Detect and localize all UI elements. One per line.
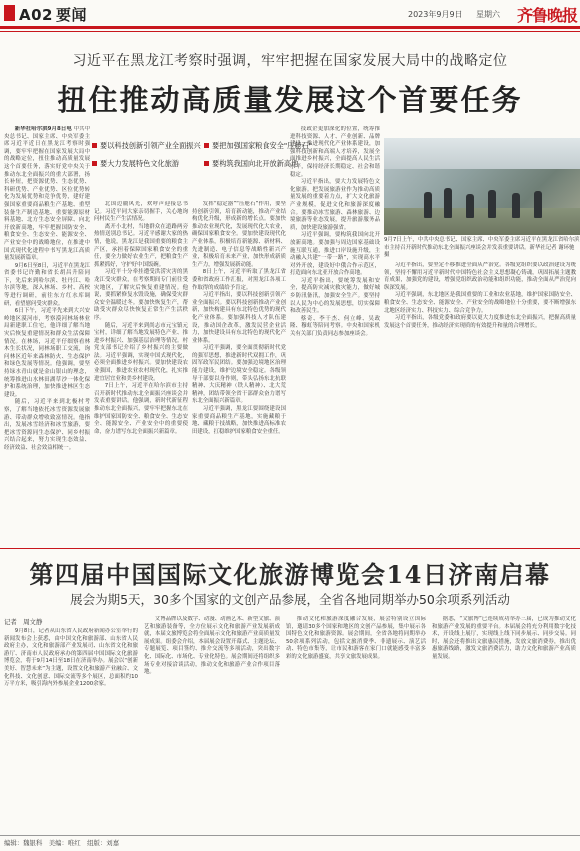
page-footer: 编辑：魏银科 美编：唯红 组版：刘嘉: [4, 839, 120, 847]
body-paragraph: 9月6日至8日，习近平在黑龙江省委书记许勤和省长胡昌升陪同下，先后来到哈尔滨、牡丹江、哈尔滨等地，深入林场、乡村、高校等进行调研，前往东方红水库调研，看望慰问受灾群众。: [4, 262, 90, 307]
body-paragraph: 习近平指出，要坚定不移推进全面从严治党。各级党组织要以政治建设为统领，坚持不懈用习近平新时代中国特色社会主义思想凝心铸魂，巩固拓展主题教育成果，加强党的建设，增强党组织政治功能和组织功能，推动全面从严治党向纵深发展。: [384, 262, 576, 291]
lead-paragraph: 新华社哈尔滨9月8日电 中共中央总书记、国家主席、中央军委主席习近平近日在黑龙江考察时强调，要牢牢把握在国家发展大局中的战略定位，扭住推动高质量发展这个首要任务，落实好党中央关于推动东北全面振兴的重大部署，扬长补短，把资源优势、生态优势、科研优势、产业优势、区位优势转化为发展优势和竞争优势，建好建强国家重要商品粮生产基地、重型装备生产制造基地、重要能源原材料基地、北方生态安全屏障、向北开放新高地，牢牢把握国防安全、粮食安全、生态安全、能源安全、产业安全中的战略地位，在推进中国式现代化进程中书写黑龙江高质量发展新篇章。: [4, 126, 90, 262]
story2-column-3: [286, 616, 426, 832]
header-rule: [0, 26, 580, 29]
story2-column-4: [432, 616, 576, 832]
body-paragraph: 习近平指出，要大力发展特色文化旅游。把发展旅游业作为推动高质量发展的重要着力点，扩大文化旅游产业规模，促进文化和旅游深度融合。要推动冰雪旅游、森林旅游、边境旅游等业态发展，提升旅游服务品质，加快建设旅游强省。: [290, 179, 380, 231]
body-paragraph: 9月8日，记者从山东省人民政府新闻办公室举行的新闻发布会上获悉，由中国文化和旅游部、山东省人民政府主办，文化和旅游部产业发展司、山东省文化和旅游厅、济南市人民政府承办的第四届中国国际文化旅游博览会，将于9月14日至18日在济南举办。展会以“创新美好、智慧未来”为主题，设置文化和旅游产业融合、文化科技、文化创意、国际交流等多个展区，总面积约10万平方米，吸引海内外参展企业1200余家。: [4, 628, 138, 688]
section-code: A02: [19, 6, 53, 24]
paper-logo: 齐鲁晚报: [517, 6, 578, 25]
highlight-item: 要以科技创新引领产业全面振兴: [92, 141, 201, 151]
story2-headline: 第四届中国国际文化旅游博览会14日济南启幕: [29, 560, 551, 589]
body-paragraph: 习近平强调，东北地区是我国重要的工业和农业基地，维护国家国防安全、粮食安全、生态安全、能源安全、产业安全的战略地位十分重要，要不断增强东北地区经济实力、科技实力、综合竞争力。: [384, 292, 576, 314]
bullet-square-icon: [92, 161, 97, 166]
highlight-box: [92, 139, 313, 197]
story1-column-1: [4, 126, 90, 544]
body-paragraph: 习近平指出，各级党委和政府要以更大力度推进东北全面振兴，把握高质量发展这个首要任务，推动经济实现质的有效提升和量的合理增长。: [384, 315, 576, 329]
story-divider: [0, 548, 580, 549]
body-paragraph: 文博品牌以及数字、动漫、动画艺术、新型文旅、演艺和旅游装备等，全方位展示文化和旅游产业发展新成就，本届文旅博览会将全面展示文化和旅游产业高质量发展成果。组委会介绍，本届展会设置开幕式、主题论坛、专题展览、项目签约、推介交流等多项活动，突出数字化、国际化、市场化、专业化特色。展会期间还将组织多场专业对接洽谈活动，推动文化和旅游产业合作项目落地。: [144, 616, 280, 676]
highlight-item: 要构筑我国向北开放新高地: [204, 159, 298, 169]
body-paragraph: 6日下午，习近平先来到大兴安岭地区漠河市，考察漠河林场林业局新建职工住宅，他详细了解当地灾后恢复重建情况和群众生活保障情况。在林场，习近平仔细察看林木生长状况，同林场职工交流，询问林区近年来森林防火、生态保护和绿色发展等情况。他强调，要坚持绿水青山就是金山银山的理念，统筹推进山水林田湖草沙一体化保护和系统治理，加快推进林区生态建设。: [4, 308, 90, 398]
story1-column-4: [290, 126, 380, 544]
highlight-item: 要把加强国家粮食安全"压舱石": [204, 141, 312, 151]
body-paragraph: 7日上午，习近平在哈尔滨市主持召开新时代推动东北全面振兴座谈会并发表重要讲话。他强调，新时代新征程推动东北全面振兴，要牢牢把握东北在维护国家国防安全、粮食安全、生态安全、能源安全、产业安全中的重要使命，奋力谱写东北全面振兴新篇章。: [94, 383, 188, 435]
body-paragraph: 离开小北村，当地群众在道路两旁热情送别总书记。习近平感谢大家的热情，他说，黑龙江是我国重要的粮食主产区，承担着保障国家粮食安全的重任，要全力做好农业生产，把粮食生产抓紧抓好，守护好中国饭碗。: [94, 223, 188, 268]
body-paragraph: 蔡奇、李干杰、何立峰、吴政隆、穆虹等陪同考察。中央和国家机关有关部门负责同志参加座谈会。: [290, 315, 380, 338]
story1-kicker: 习近平在黑龙江考察时强调，牢牢把握在国家发展大局中的战略定位: [72, 53, 508, 69]
body-paragraph: 随后，习近平来到尚志市元宝镇元宝村，详细了解当地发展特色产业、推进乡村振兴、加强基层治理等情况。村党支部书记介绍了乡村振兴的主要做法。习近平强调，实现中国式现代化，必须全面推进乡村振兴。要加快建设农业强国，推进农业农村现代化，扎实推进宜居宜业和美乡村建设。: [94, 322, 188, 382]
bullet-square-icon: [204, 161, 209, 166]
photo-figure: [488, 190, 496, 218]
body-paragraph: 习近平十分牵挂遭受洪涝灾害的黑龙江受灾群众，在考察期间专门前往受灾地区，了解灾后恢复重建情况。他说，要抓紧修复水毁设施，确保受灾群众安全温暖过冬。要加快恢复生产，帮助受灾群众尽快恢复正常生产生活秩序。: [94, 269, 188, 321]
story2-column-2: [144, 616, 280, 832]
body-paragraph: 据悉，“文旅博”已连续成功举办三届，已成为推动文化和旅游产业发展的重要平台。本届展会将充分利用数字化技术，开设线上展厅，实现线上线下同步展示、同步交易。同时，展会还将推出文旅惠民措施，发放文旅消费券，推出优惠旅游线路，激发文旅消费活力，助力文化和旅游产业高质量发展。: [432, 616, 576, 660]
dateline: 新华社哈尔滨9月8日电: [14, 126, 72, 132]
issue-weekday: 星期六: [476, 10, 500, 19]
body-paragraph: 习近平强调，要构筑我国向北开放新高地。要加强与周边国家基础设施互联互通，推进口岸设施升级，主动融入共建“一带一路”，实现高水平对外开放，建设好中俄合作示范区，打造面向东北亚开放合作高地。: [290, 232, 380, 277]
body-paragraph: 习近平强调，黑龙江要围绕建设国家重要商品粮生产基地，实施藏粮于地、藏粮于技战略，加快推进高标准农田建设，扛稳维护国家粮食安全重任。: [192, 406, 286, 435]
bullet-square-icon: [204, 143, 209, 148]
body-paragraph: 8日上午，习近平听取了黑龙江省委和省政府工作汇报，对黑龙江各项工作取得的成绩给予肯定。: [192, 269, 286, 291]
body-paragraph: 习近平指出，要统筹发展和安全，提高防灾减灾救灾能力，做好城乡防汛备汛，加强安全生产。要坚持以人民为中心的发展思想，切实保障和改善民生。: [290, 277, 380, 315]
body-paragraph: 技政企更加深化的位置，统筹推进科技资源、人才、产业创新、品牌建设、推进现代化产业体系建设，加强科技创新和高端人才培养，发展全面推进乡村振兴，全面提高人民生活水平，保持经济长期稳定、社会和谐稳定。: [290, 126, 380, 178]
header-rule-thin: [0, 31, 580, 32]
body-paragraph: 发挥“稳定器”“压舱石”作用，要坚持创新引领，培育新动能，推动产业结构优化升级，形成新的增长点。要加快推动农业现代化，发展现代化大农业，确保国家粮食安全。要加快建设现代化产业体系，积极培育新能源、新材料、先进制造、电子信息等战略性新兴产业，积极培育未来产业，加快形成新质生产力，增强发展新动能。: [192, 201, 286, 268]
body-paragraph: 随后，习近平来到北极村考察，了解当地依托冰雪资源发展旅游、带动群众增收致富情况。他指出，发展冰雪经济和冰雪旅游，要把冰雪资源同生态保护、同乡村振兴结合起来，努力实现生态效益、经济效益、社会效益相统一。: [4, 399, 90, 451]
photo-background: [384, 138, 580, 169]
story1-column-5: [384, 262, 576, 544]
photo-figure: [424, 192, 432, 218]
story1-column-3: [192, 201, 286, 544]
bullet-square-icon: [92, 143, 97, 148]
photo-figure: [444, 188, 452, 218]
page-header: [0, 0, 580, 28]
story2-column-1: [4, 628, 138, 832]
body-paragraph: 北国边疆风光，欢呼声迎接总书记。习近平同大家亲切握手，关心地询问村民生产生活情况。: [94, 201, 188, 223]
story1-headline: 扭住推动高质量发展这个首要任务: [57, 83, 523, 117]
body-paragraph: 习近平指出，要以科技创新引领产业全面振兴。要以科技创新推动产业创新，加快构建具有东北特色优势的现代化产业体系。要加强科技人才队伍建设，推动国企改革，激发民营企业活力，加快建设具有东北特色的现代化产业体系。: [192, 292, 286, 344]
section-marker: [4, 5, 15, 21]
photo-figure: [466, 194, 474, 218]
section-label: [19, 4, 87, 25]
issue-date: 2023年9月9日: [408, 10, 463, 19]
photo-foreground: [384, 208, 580, 235]
photo-caption: 9月7日上午，中共中央总书记、国家主席、中央军委主席习近平在黑龙江省哈尔滨市主持召开新时代推动东北全面振兴座谈会并发表重要讲话。新华社记者 谢环驰 摄: [384, 237, 580, 259]
body-paragraph: 习近平强调，要全面贯彻新时代党的强军思想，推进新时代双拥工作，巩固军政军民团结。要加强边境地区治理能力建设，维护边境安全稳定。各级领导干部要以身作则，带头弘扬东北抗联精神、大庆精神（铁人精神）、北大荒精神，团结带领全省干部群众奋力谱写东北全面振兴新篇章。: [192, 345, 286, 405]
story2-subheadline: 展会为期5天，30多个国家的文创产品参展，全省各地同期举办50余项系列活动: [70, 592, 510, 607]
story1-column-2: [94, 201, 188, 544]
news-photo: [384, 138, 580, 235]
highlight-item: 要大力发展特色文化旅游: [92, 159, 179, 169]
story2-byline: 记者 周文静: [4, 618, 43, 626]
photo-figure: [512, 193, 520, 218]
photo-figure: [534, 191, 542, 218]
section-name: 要闻: [55, 6, 87, 24]
footer-rule: [0, 835, 580, 836]
body-paragraph: 推动文化和旅游深度融合发展，展会特别设立国际馆，邀请30多个国家和地区的文创产品参展，集中展示各国特色文化和旅游资源。展会期间，全省各地将同期举办50余项系列活动，包括文旅消费季、非遗展示、演艺活动、特色市集等，让市民和游客在家门口就能感受丰富多彩的文化旅游盛宴，共享文旅发展成果。: [286, 616, 426, 660]
